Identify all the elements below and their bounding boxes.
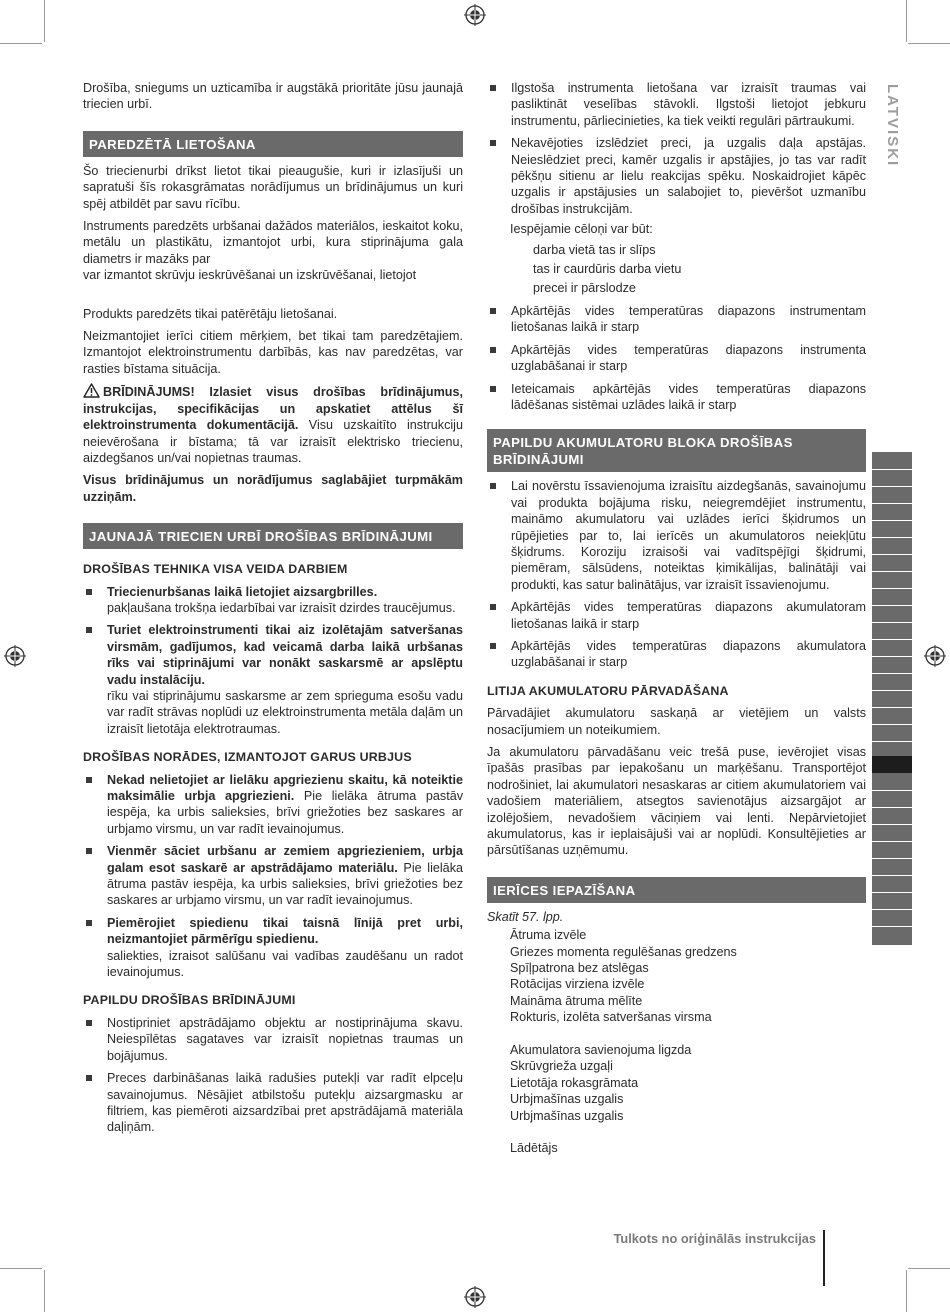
warning-paragraph <box>83 383 463 466</box>
warning-bold-text: BRĪDINĀJUMS! Izlasiet visus drošības brīdinājumus, instrukcijas, specifikācijas un apskatiet attēlus šī elektroinstrumenta dokumentācijā. <box>83 385 463 433</box>
list-item: Ilgstoša instrumenta lietošana var izraisīt traumas vai pasliktināt veselības stāvokli. Ilgstoši lietojot jebkuru instrumentu, pārliecinieties, ka tiek veikti regulāri pārtraukumi. <box>487 80 866 129</box>
left-column <box>83 80 463 1142</box>
crop-mark <box>908 1268 950 1269</box>
subheading: DROŠĪBAS NORĀDES, IZMANTOJOT GARUS URBJUS <box>83 750 412 765</box>
crop-mark <box>906 0 907 42</box>
list-spacer <box>510 1026 866 1042</box>
list-item: Ātruma izvēle <box>510 928 587 943</box>
paragraph: Produkts paredzēts tikai patērētāju lietošanai. <box>83 306 338 321</box>
cause-item: precei ir pārslodze <box>533 281 636 296</box>
page-reference: Skatīt 57. lpp. <box>487 909 564 924</box>
list-item: Apkārtējās vides temperatūras diapazons instrumentam lietošanas laikā ir starp <box>487 303 866 336</box>
keep-instructions-text: Visus brīdinājumus un norādījumus saglabājiet turpmākām uzziņām. <box>83 473 463 504</box>
list-item: Apkārtējās vides temperatūras diapazons instrumenta uzglabāšanai ir starp <box>487 342 866 375</box>
list-item: Turiet elektroinstrumenti tikai aiz izolētajām satveršanas virsmām, gadījumos, kad veicamā darba laikā urbšanas rīks vai stiprinājumi var nonākt saskarsmē ar apslēptu vadu instalāciju. rīku vai stiprinājumu saskarsme ar zem sprieguma esošu vadu var radīt strāvas noplūdi uz elektroinstrumenta metāla daļām un izraisīt lietotāja elektrotraumas. <box>83 622 463 737</box>
cause-item: darba vietā tas ir slīps <box>533 242 656 257</box>
crop-mark <box>906 1270 907 1312</box>
paragraph: Pārvadājiet akumulatoru saskaņā ar vietējiem un valsts nosacījumiem un noteikumiem. <box>487 706 866 737</box>
list-item: Nekavējoties izslēdziet preci, ja uzgalis daļa apstājas. Neieslēdziet preci, kamēr uzgalis ir apstājies, jo tas var radīt pēkšņu sitienu ar lielu reakcijas spēku. Noskaidrojiet kāpēc uzgalis ir apstājusies un salabojiet to, pievēršot uzmanību drošības instrukcijām. <box>487 135 866 217</box>
warning-triangle-icon <box>83 383 100 398</box>
paragraph: Šo triecienurbi drīkst lietot tikai pieaugušie, kuri ir izlasījuši un sapratuši šīs rokasgrāmatas norādījumus un brīdinājumus un kuri spēj atbildēt par savu rīcību. <box>83 163 463 211</box>
paragraph: Neizmantojiet ierīci citiem mērķiem, bet tikai tam paredzētajiem. Izmantojot elektroinstrumentu darbībās, kas nav paredzētas, var rasties bīstama situācija. <box>83 329 463 376</box>
crop-mark <box>0 1268 42 1269</box>
parts-list <box>487 927 866 1156</box>
list-item: Spīļpatrona bez atslēgas <box>510 961 649 976</box>
subheading: DROŠĪBAS TEHNIKA VISA VEIDA DARBIEM <box>83 562 348 577</box>
list-item: Urbjmašīnas uzgalis <box>510 1092 624 1107</box>
paragraph: var izmantot skrūvju ieskrūvēšanai un izskrūvēšanai, lietojot <box>83 268 417 283</box>
language-tab-label: LATVISKI <box>884 84 901 168</box>
list-item: Nekad nelietojiet ar lielāku apgriezienu skaitu, kā noteiktie maksimālie urbja apgriezieni. Pie lielāka ātruma pastāv iespēja, ka urbis salieksies, brīvi griežoties bez saskares ar urbjamo virsmu, un var radīt ievainojumus. <box>83 772 463 838</box>
active-language-marker <box>872 756 912 773</box>
registration-mark-icon <box>464 1286 486 1308</box>
list-item: Triecienurbšanas laikā lietojiet aizsargbrilles. pakļaušana trokšņa iedarbībai var izraisīt dzirdes traucējumus. <box>83 584 463 617</box>
list-item: Lai novērstu īssavienojuma izraisītu aizdegšanās, savainojumu vai produkta bojājuma risku, neiegremdējiet instrumentu, maināmo akumulatoru vai uzlādes ierīci šķidrumos un rūpējieties par to, lai ierīcēs un akumulatoros neiekļūtu šķidrums. Koroziju izraisoši vai vadītspējīgi šķidrumi, piemēram, sālsūdens, noteiktas ķimikālijas, balinātāji vai produkti, kas satur balinātājus, var izraisīt īssavienojumu. <box>487 478 866 593</box>
causes-intro: Iespējamie cēloņi var būt: <box>510 222 653 237</box>
list-item: Skrūvgrieža uzgaļi <box>510 1059 613 1074</box>
paragraph: Ja akumulatoru pārvadāšanu veic trešā puse, ievērojiet visas īpašās prasības par iepakošanu un marķēšanu. Transportējot nodrošiniet, lai akumulatori nesaskaras ar citiem akumulatoriem vai vadošiem materiāliem, atsegtos savienotājus aizsargājot ar izolējošiem, nevadošiem vāciņiem vai lenti. Nepārvietojiet akumulatorus, kas ir ieplaisājuši vai ar noplūdi. Konsultējieties ar pārsūtīšanas uzņēmumu. <box>487 745 866 858</box>
list-item: Maināma ātruma mēlīte <box>510 993 643 1008</box>
intro-text: Drošība, sniegums un uzticamība ir augstākā prioritāte jūsu jaunajā triecien urbī. <box>83 81 463 112</box>
subheading: PAPILDU DROŠĪBAS BRĪDINĀJUMI <box>83 993 296 1008</box>
list-item: Preces darbināšanas laikā radušies putekļi var radīt elpceļu savainojumus. Nēsājiet atbilstošu putekļu aizsargmasku ar filtriem, kas piemēroti aizsardzībai pret apstrādājamā materiāla daļiņām. <box>83 1070 463 1136</box>
registration-mark-icon <box>924 645 946 667</box>
crop-mark <box>44 1270 45 1312</box>
language-index-strip <box>872 452 912 945</box>
section-header-device-overview: IERĪCES IEPAZĪŠANA <box>487 877 866 903</box>
cause-item: tas ir caurdūris darba vietu <box>533 262 682 277</box>
list-item: Nostipriniet apstrādājamo objektu ar nostiprinājuma skavu. Neiespīlētas sagataves var izraisīt nopietnas traumas un bojājumus. <box>83 1015 463 1064</box>
section-header-intended-use: PAREDZĒTĀ LIETOŠANA <box>83 131 463 157</box>
list-item: Lietotāja rokasgrāmata <box>510 1075 639 1090</box>
subheading: LITIJA AKUMULATORU PĀRVADĀŠANA <box>487 683 729 698</box>
list-item: Urbjmašīnas uzgalis <box>510 1108 624 1123</box>
list-item: Griezes momenta regulēšanas gredzens <box>510 944 737 959</box>
section-header-battery-safety: PAPILDU AKUMULATORU BLOKA DROŠĪBAS BRĪDINĀJUMI <box>487 429 866 472</box>
list-item: Piemērojiet spiedienu tikai taisnā līnijā pret urbi, neizmantojiet pārmērīgu spiedienu. saliekties, izraisot salūšanu vai vadības zaudēšanu un radot ievainojumus. <box>83 915 463 981</box>
list-item: Rotācijas virziena izvēle <box>510 977 645 992</box>
registration-mark-icon <box>4 645 26 667</box>
crop-mark <box>908 43 950 44</box>
list-item: Ieteicamais apkārtējās vides temperatūras diapazons lādēšanas sistēmai uzlādes laikā ir starp <box>487 381 866 414</box>
list-item: Lādētājs <box>510 1141 558 1156</box>
right-column <box>487 80 866 1157</box>
footer-text: Tulkots no oriģinālās instrukcijas <box>613 1231 816 1246</box>
list-item: Rokturis, izolēta satveršanas virsma <box>510 1010 712 1025</box>
list-spacer <box>510 1124 866 1140</box>
crop-mark <box>44 0 45 42</box>
list-item: Akumulatora savienojuma ligzda <box>510 1042 692 1057</box>
list-item: Apkārtējās vides temperatūras diapazons akumulatoram lietošanas laikā ir starp <box>487 599 866 632</box>
list-item: Apkārtējās vides temperatūras diapazons akumulatora uzglabāšanai ir starp <box>487 638 866 671</box>
list-item: Vienmēr sāciet urbšanu ar zemiem apgriezieniem, urbja galam esot saskarē ar apstrādājamo materiālu. Pie lielāka ātruma pastāv iespēja, ka urbis salieksies, brīvi griežoties bez saskares ar urbjamo virsmu, un var radīt ievainojumus. <box>83 843 463 909</box>
section-header-drill-safety: JAUNAJĀ TRIECIEN URBĪ DROŠĪBAS BRĪDINĀJUMI <box>83 523 463 549</box>
footer-divider <box>823 1230 825 1286</box>
registration-mark-icon <box>464 4 486 26</box>
crop-mark <box>0 43 42 44</box>
paragraph: Instruments paredzēts urbšanai dažādos materiālos, ieskaitot koku, metālu un plastikātu, izmantojot urbi, kura stiprinājuma gala diametrs ir mazāks par <box>83 219 463 266</box>
warning-text: Visu uzskaitīto instrukciju neievērošana ir bīstama; tā var izraisīt elektrisko triecienu, aizdegšanos un/vai nopietnas traumas. <box>83 418 463 465</box>
